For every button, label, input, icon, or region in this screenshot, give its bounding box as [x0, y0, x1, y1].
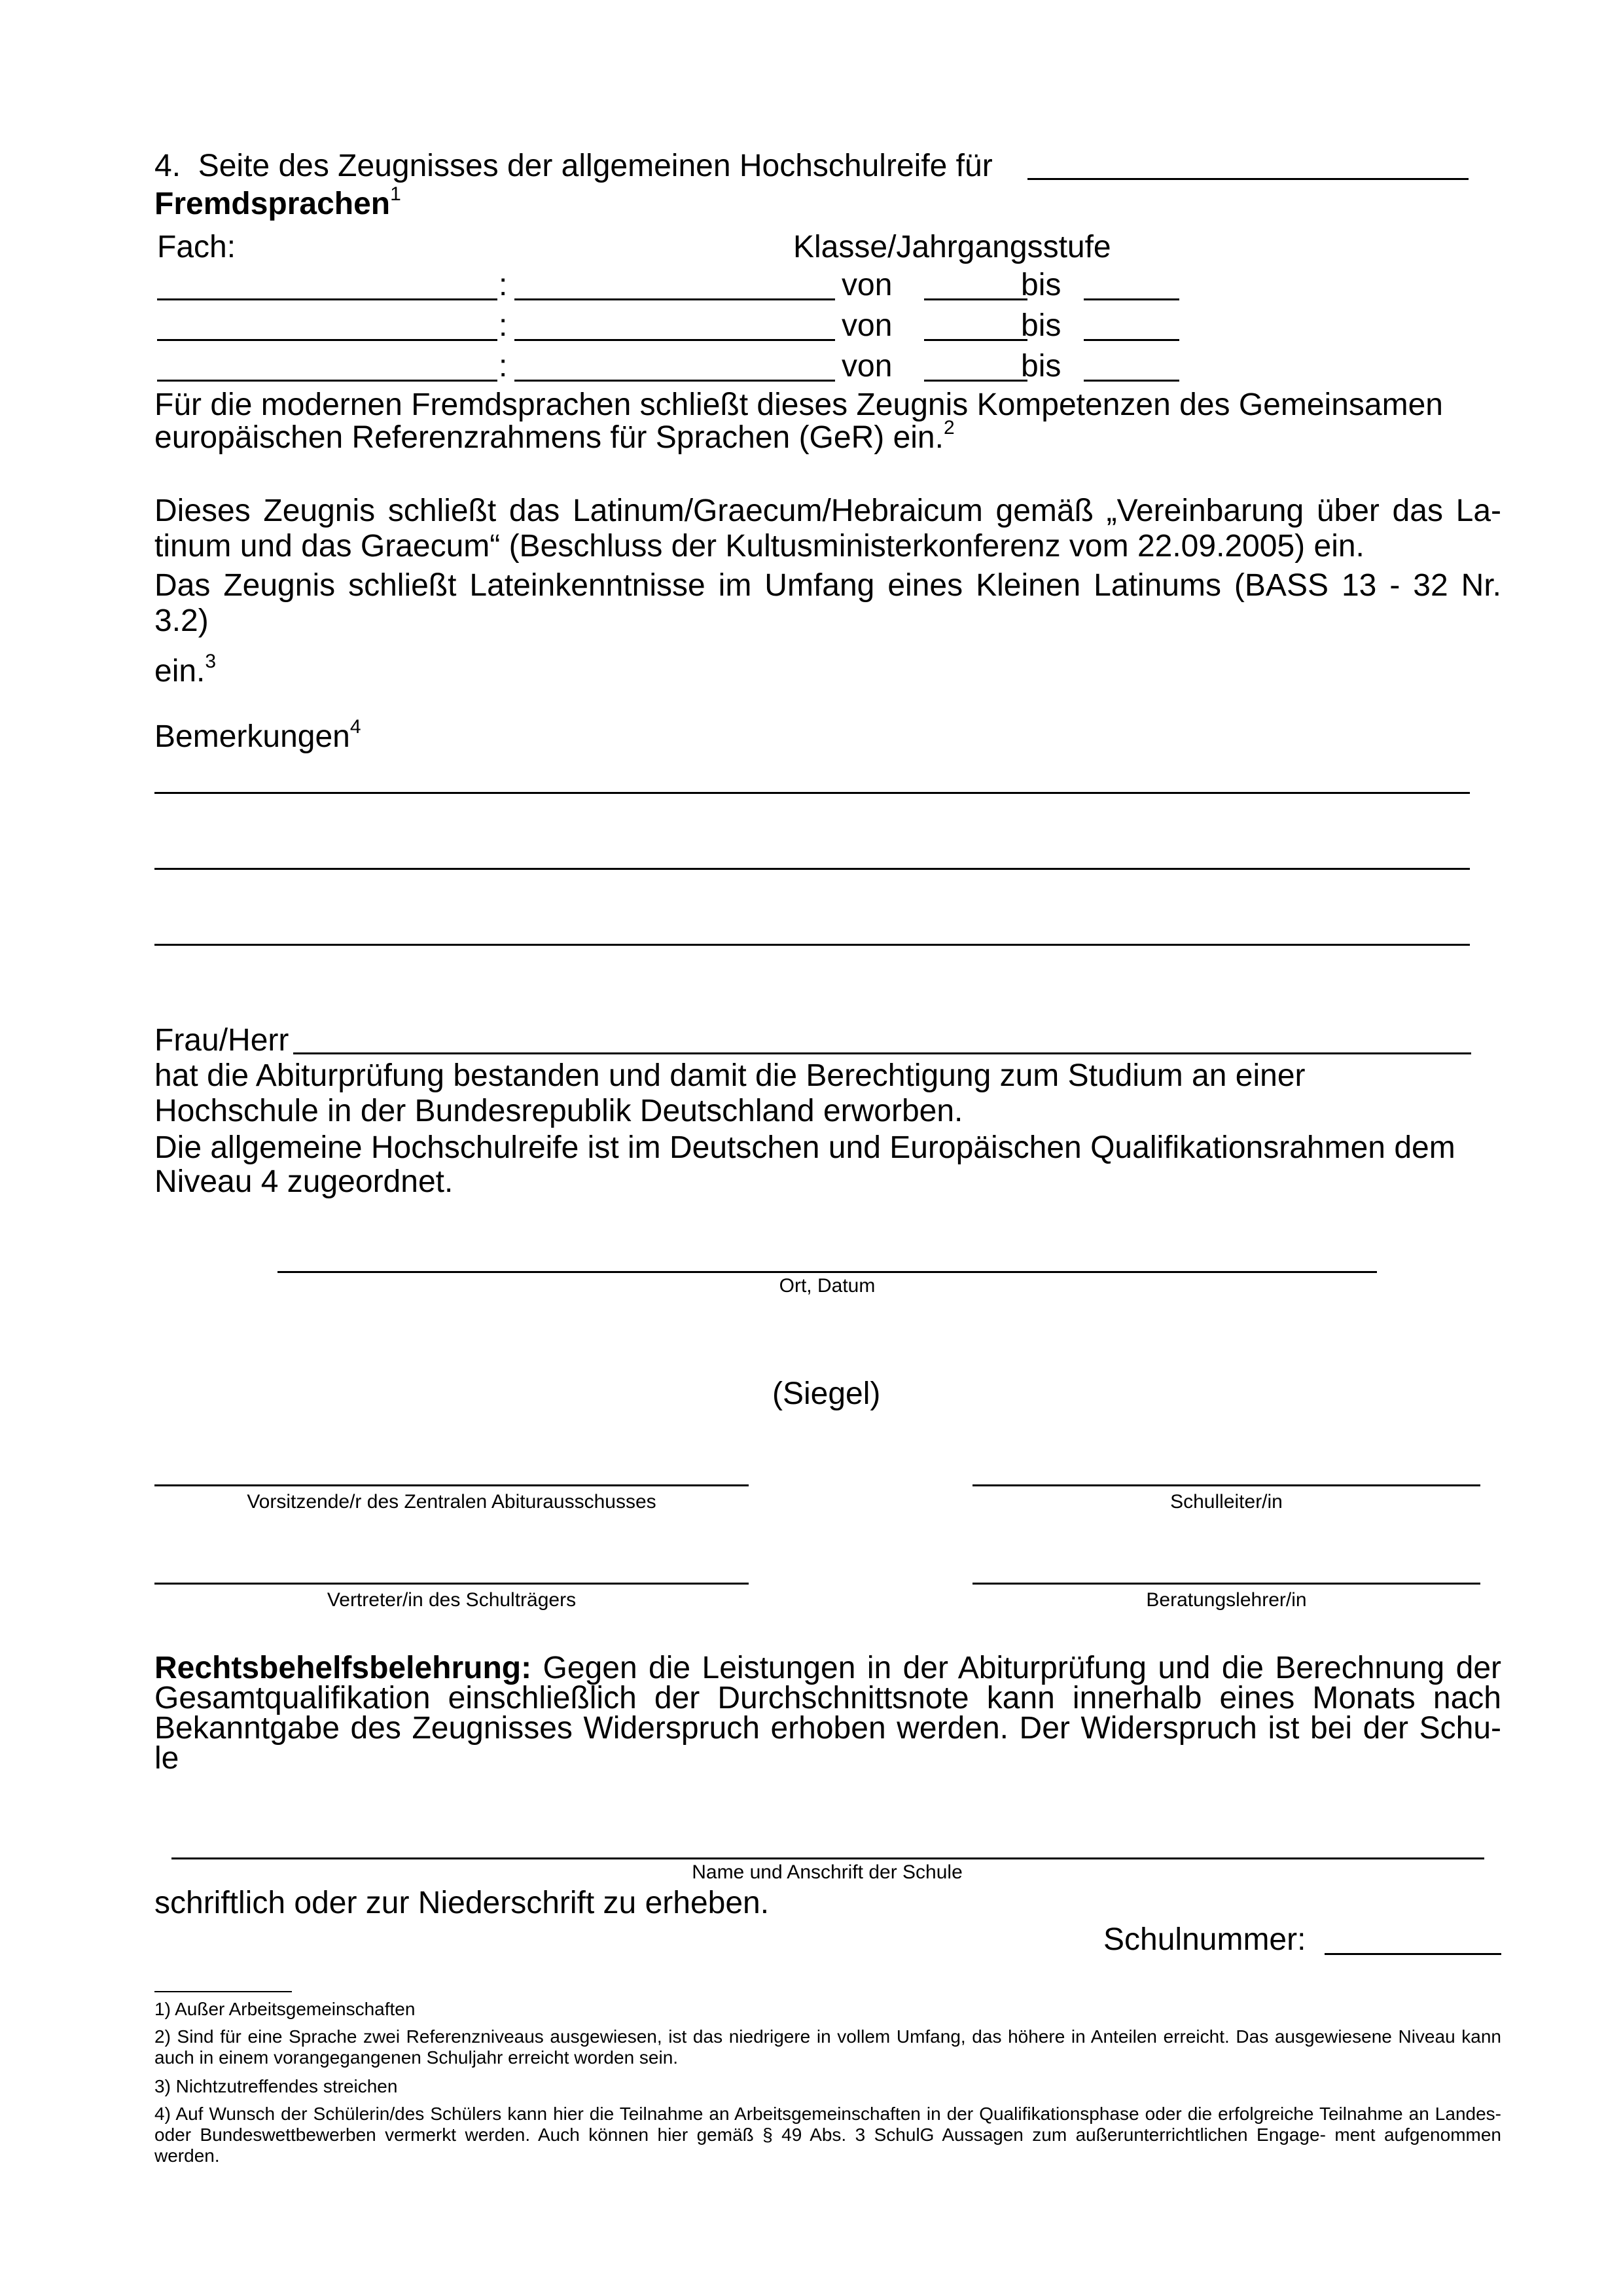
legal-text: Gegen die Leistungen in der Abiturprüfung und die Berechnung der Gesamtqualifikation einschließlich der Durchschnittsnote kann innerhalb eines Monats nach Bekanntgabe des Zeugnisses Widerspruch erhoben werden. Der Widerspruch ist bei der Schu- le	[154, 1651, 1501, 1776]
footnote-ref-2: 2	[943, 417, 955, 439]
certification-line-3: Die allgemeine Hochschulreife ist im Deutschen und Europäischen Qualifikationsrahmen dem	[154, 1130, 1455, 1165]
to-field[interactable]	[1084, 298, 1179, 300]
level-field[interactable]	[514, 339, 835, 341]
chair-caption: Vorsitzende/r des Zentralen Abiturausschusses	[247, 1491, 656, 1513]
colon-separator: :	[499, 308, 508, 343]
school-number-field[interactable]	[1325, 1953, 1501, 1955]
principal-signature-line[interactable]	[972, 1484, 1480, 1486]
footnote-ref-3: 3	[205, 651, 217, 672]
page-heading	[154, 148, 993, 185]
remarks-label: Bemerkungen	[154, 719, 350, 754]
remarks-line[interactable]	[154, 792, 1470, 794]
to-label: bis	[1021, 268, 1061, 302]
level-field[interactable]	[514, 380, 835, 382]
from-field[interactable]	[924, 339, 1027, 341]
counselor-signature-line[interactable]	[972, 1583, 1480, 1585]
page-title: Seite des Zeugnisses der allgemeinen Hochschulreife für	[198, 149, 993, 183]
footnote-3: 3) Nichtzutreffendes streichen	[154, 2076, 398, 2096]
recipient-name-line[interactable]	[1027, 178, 1469, 180]
sponsor-signature-line[interactable]	[154, 1583, 749, 1585]
footnote-ref-1: 1	[390, 183, 401, 205]
footnote-4: 4) Auf Wunsch der Schülerin/des Schülers kann hier die Teilnahme an Arbeitsgemeinschaften in der Qualifikationsphase oder die erfolgreiche Teilnahme an Landes- oder Bundeswettbewerben vermerkt werden. Auch können hier gemäß § 49 Abs. 3 SchulG Aussagen zum außerunterrichtlichen Engage- ment aufgenommen werden.	[154, 2104, 1501, 2166]
colon-separator: :	[499, 268, 508, 302]
level-field[interactable]	[514, 298, 835, 300]
footnote-2: 2) Sind für eine Sprache zwei Referenzniveaus ausgewiesen, ist das niedrigere in vollem Umfang, das höhere in Anteilen erreicht. Das ausgewiesene Niveau kann auch in einem vorangegangenen Schuljahr erreicht worden sein.	[154, 2026, 1501, 2068]
small-latinum-paragraph: Das Zeugnis schließt Lateinkenntnisse im Umfang eines Kleinen Latinums (BASS 13 - 32 Nr. 3.2)	[154, 568, 1501, 638]
ger-text: Für die modernen Fremdsprachen schließt dieses Zeugnis Kompetenzen des Gemeinsamen europäischen Referenzrahmens für Sprachen (GeR) ein.	[154, 387, 1443, 455]
latinum-paragraph: Dieses Zeugnis schließt das Latinum/Graecum/Hebraicum gemäß „Vereinbarung über das La- tinum und das Graecum“ (Beschluss der Kultusministerkonferenz vom 22.09.2005) ein.	[154, 493, 1501, 564]
ger-paragraph	[154, 389, 1501, 454]
from-label: von	[842, 268, 893, 302]
small-latinum-end-text: ein.	[154, 654, 205, 689]
class-column-label: Klasse/Jahrgangsstufe	[793, 230, 1111, 264]
principal-caption: Schulleiter/in	[1170, 1491, 1283, 1513]
footnote-1: 1) Außer Arbeitsgemeinschaften	[154, 1999, 416, 2019]
school-number-label: Schulnummer:	[1103, 1922, 1306, 1957]
from-label: von	[842, 349, 893, 384]
footnote-separator	[154, 1991, 292, 1992]
candidate-name-line[interactable]	[293, 1052, 1471, 1054]
section-title: Fremdsprachen	[154, 187, 391, 221]
remarks-line[interactable]	[154, 944, 1470, 946]
counselor-caption: Beratungslehrer/in	[1146, 1589, 1307, 1611]
name-label: Frau/Herr	[154, 1023, 289, 1058]
section-heading	[154, 183, 401, 223]
certification-line-2: Hochschule in der Bundesrepublik Deutschland erworben.	[154, 1094, 963, 1128]
from-field[interactable]	[924, 298, 1027, 300]
colon-separator: :	[499, 349, 508, 384]
place-date-line[interactable]	[277, 1271, 1377, 1273]
to-label: bis	[1021, 308, 1061, 343]
subject-field[interactable]	[157, 298, 497, 300]
from-field[interactable]	[924, 380, 1027, 382]
from-label: von	[842, 308, 893, 343]
to-label: bis	[1021, 349, 1061, 384]
sponsor-caption: Vertreter/in des Schulträgers	[327, 1589, 577, 1611]
legal-notice	[154, 1653, 1501, 1774]
subject-field[interactable]	[157, 339, 497, 341]
place-date-caption: Ort, Datum	[779, 1275, 876, 1297]
certification-line-4: Niveau 4 zugeordnet.	[154, 1164, 454, 1199]
seal-label: (Siegel)	[772, 1376, 881, 1411]
to-field[interactable]	[1084, 380, 1179, 382]
certification-line-1: hat die Abiturprüfung bestanden und damit die Berechtigung zum Studium an einer	[154, 1058, 1306, 1093]
small-latinum-end	[154, 653, 216, 690]
school-address-line[interactable]	[171, 1857, 1484, 1859]
subject-column-label: Fach:	[157, 230, 236, 264]
legal-closing: schriftlich oder zur Niederschrift zu erheben.	[154, 1886, 770, 1920]
to-field[interactable]	[1084, 339, 1179, 341]
footnote-ref-4: 4	[349, 716, 361, 738]
school-address-caption: Name und Anschrift der Schule	[692, 1861, 963, 1883]
legal-heading: Rechtsbehelfsbelehrung:	[154, 1651, 532, 1685]
subject-field[interactable]	[157, 380, 497, 382]
remarks-heading	[154, 716, 361, 755]
page-number: 4.	[154, 149, 181, 183]
chair-signature-line[interactable]	[154, 1484, 749, 1486]
remarks-line[interactable]	[154, 868, 1470, 870]
